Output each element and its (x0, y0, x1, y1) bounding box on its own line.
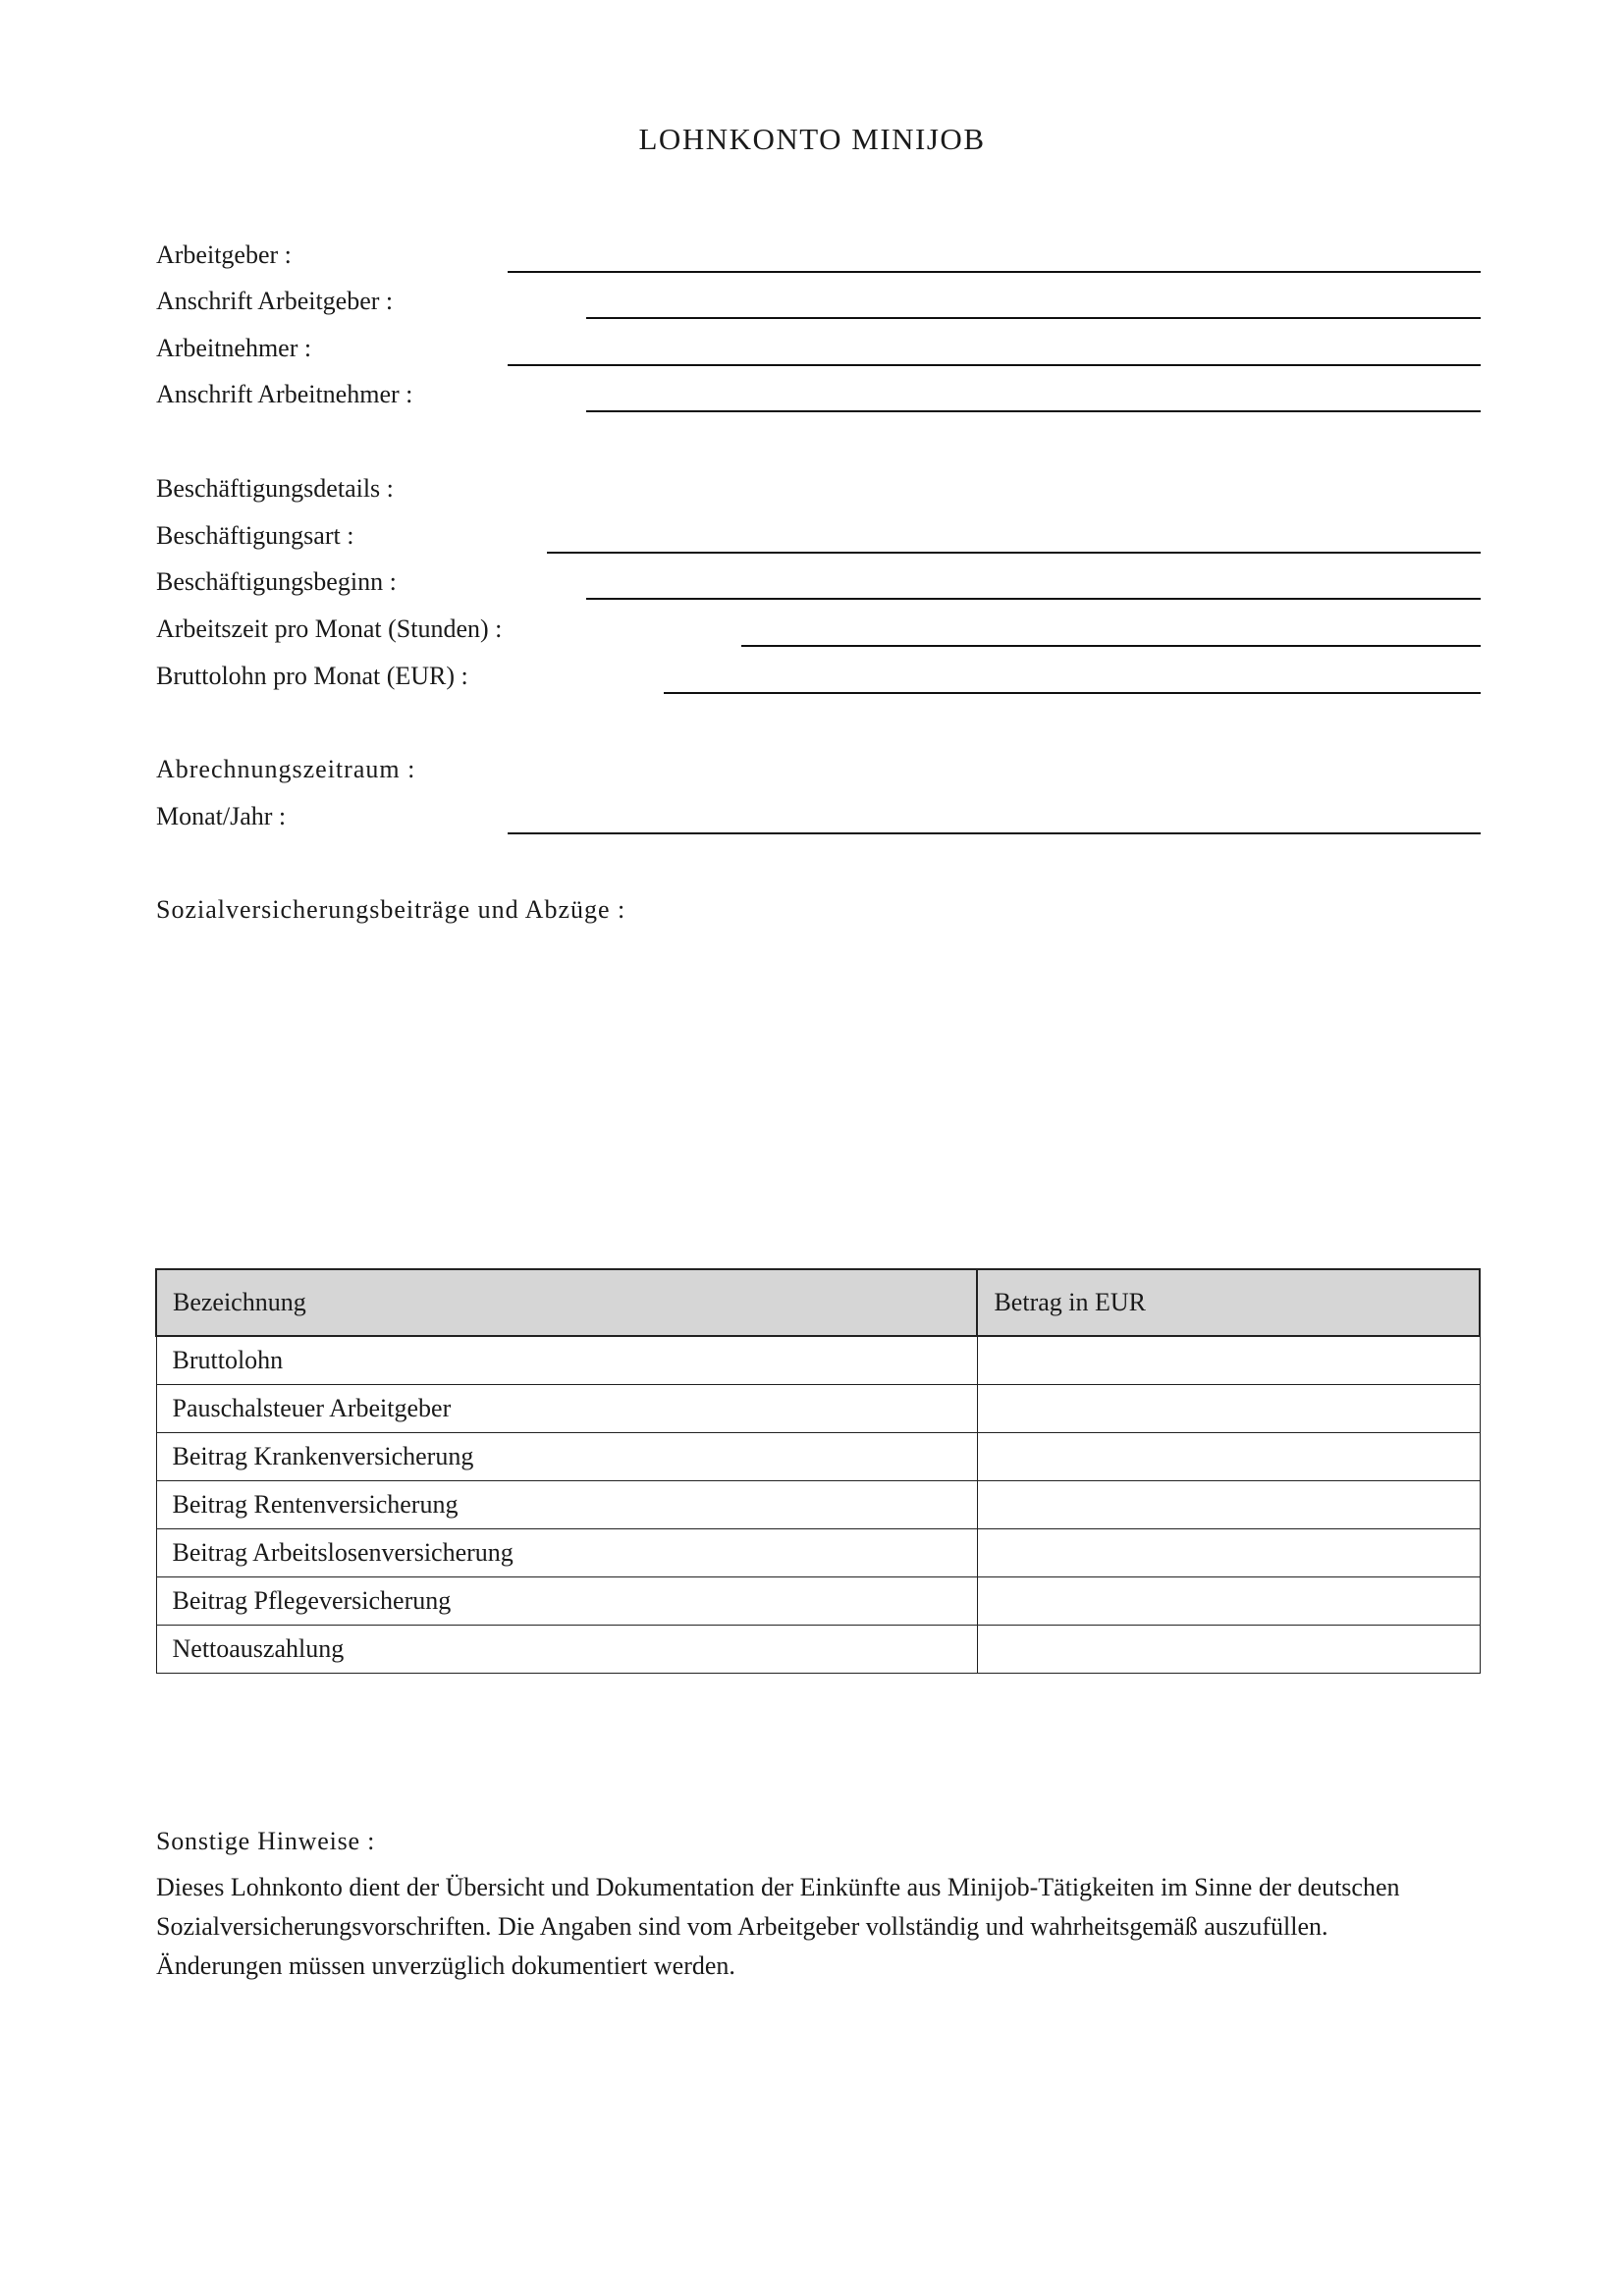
column-header-description: Bezeichnung (156, 1269, 977, 1336)
amount-cell[interactable] (977, 1433, 1480, 1481)
monthly-gross-input-line[interactable] (664, 692, 1481, 694)
table-row (156, 1529, 1480, 1577)
table-row (156, 1481, 1480, 1529)
employment-start-field (156, 566, 1481, 606)
employment-type-input-line[interactable] (547, 552, 1481, 554)
amount-cell[interactable] (977, 1336, 1480, 1385)
table-row (156, 1336, 1480, 1385)
employer-address-input-line[interactable] (586, 317, 1481, 319)
table-row (156, 1385, 1480, 1433)
employment-start-label: Beschäftigungsbeginn : (156, 567, 397, 596)
employment-start-input-line[interactable] (586, 598, 1481, 600)
month-year-field (156, 801, 1481, 840)
table-row (156, 1577, 1480, 1626)
table-row (156, 1626, 1480, 1674)
deductions-section-heading: Sozialversicherungsbeiträge und Abzüge : (156, 895, 626, 924)
employee-input-line[interactable] (508, 364, 1481, 366)
employment-type-field (156, 520, 1481, 560)
monthly-hours-label: Arbeitszeit pro Monat (Stunden) : (156, 614, 503, 643)
employee-address-field (156, 379, 1481, 418)
employer-address-field (156, 286, 1481, 325)
column-header-amount: Betrag in EUR (977, 1269, 1480, 1336)
row-label: Beitrag Rentenversicherung (156, 1481, 977, 1529)
row-label: Beitrag Krankenversicherung (156, 1433, 977, 1481)
employee-address-label: Anschrift Arbeitnehmer : (156, 380, 413, 408)
page-title: LOHNKONTO MINIJOB (638, 122, 986, 156)
row-label: Nettoauszahlung (156, 1626, 977, 1674)
row-label: Beitrag Arbeitslosenversicherung (156, 1529, 977, 1577)
monthly-gross-label: Bruttolohn pro Monat (EUR) : (156, 662, 468, 690)
notes-paragraph: Dieses Lohnkonto dient der Übersicht und Dokumentation der Einkünfte aus Minijob-Tätigkeiten im Sinne der deutschen Sozialversicherungsvorschriften. Die Angaben sind vom Arbeitgeber vollständig und wahrheitsgemäß auszufüllen. Änderungen müssen unverzüglich dokumentiert werden. (156, 1873, 1400, 1980)
row-label: Bruttolohn (156, 1336, 977, 1385)
amount-cell[interactable] (977, 1626, 1480, 1674)
employer-label: Arbeitgeber : (156, 240, 292, 269)
deductions-table (155, 1268, 1481, 1674)
table-row (156, 1433, 1480, 1481)
amount-cell[interactable] (977, 1577, 1480, 1626)
employee-field (156, 333, 1481, 372)
employer-address-label: Anschrift Arbeitgeber : (156, 287, 394, 315)
employment-type-label: Beschäftigungsart : (156, 521, 354, 550)
employer-field (156, 240, 1481, 279)
monthly-hours-field (156, 614, 1481, 653)
monthly-gross-field (156, 661, 1481, 700)
monthly-hours-input-line[interactable] (741, 645, 1481, 647)
employment-section-heading: Beschäftigungsdetails : (156, 474, 394, 503)
month-year-label: Monat/Jahr : (156, 802, 287, 830)
amount-cell[interactable] (977, 1481, 1480, 1529)
month-year-input-line[interactable] (508, 832, 1481, 834)
period-section-heading: Abrechnungszeitraum : (156, 755, 416, 783)
amount-cell[interactable] (977, 1385, 1480, 1433)
row-label: Pauschalsteuer Arbeitgeber (156, 1385, 977, 1433)
employer-input-line[interactable] (508, 271, 1481, 273)
employee-label: Arbeitnehmer : (156, 334, 312, 362)
table-header-row (156, 1269, 1480, 1336)
amount-cell[interactable] (977, 1529, 1480, 1577)
row-label: Beitrag Pflegeversicherung (156, 1577, 977, 1626)
employee-address-input-line[interactable] (586, 410, 1481, 412)
notes-heading: Sonstige Hinweise : (156, 1827, 376, 1855)
